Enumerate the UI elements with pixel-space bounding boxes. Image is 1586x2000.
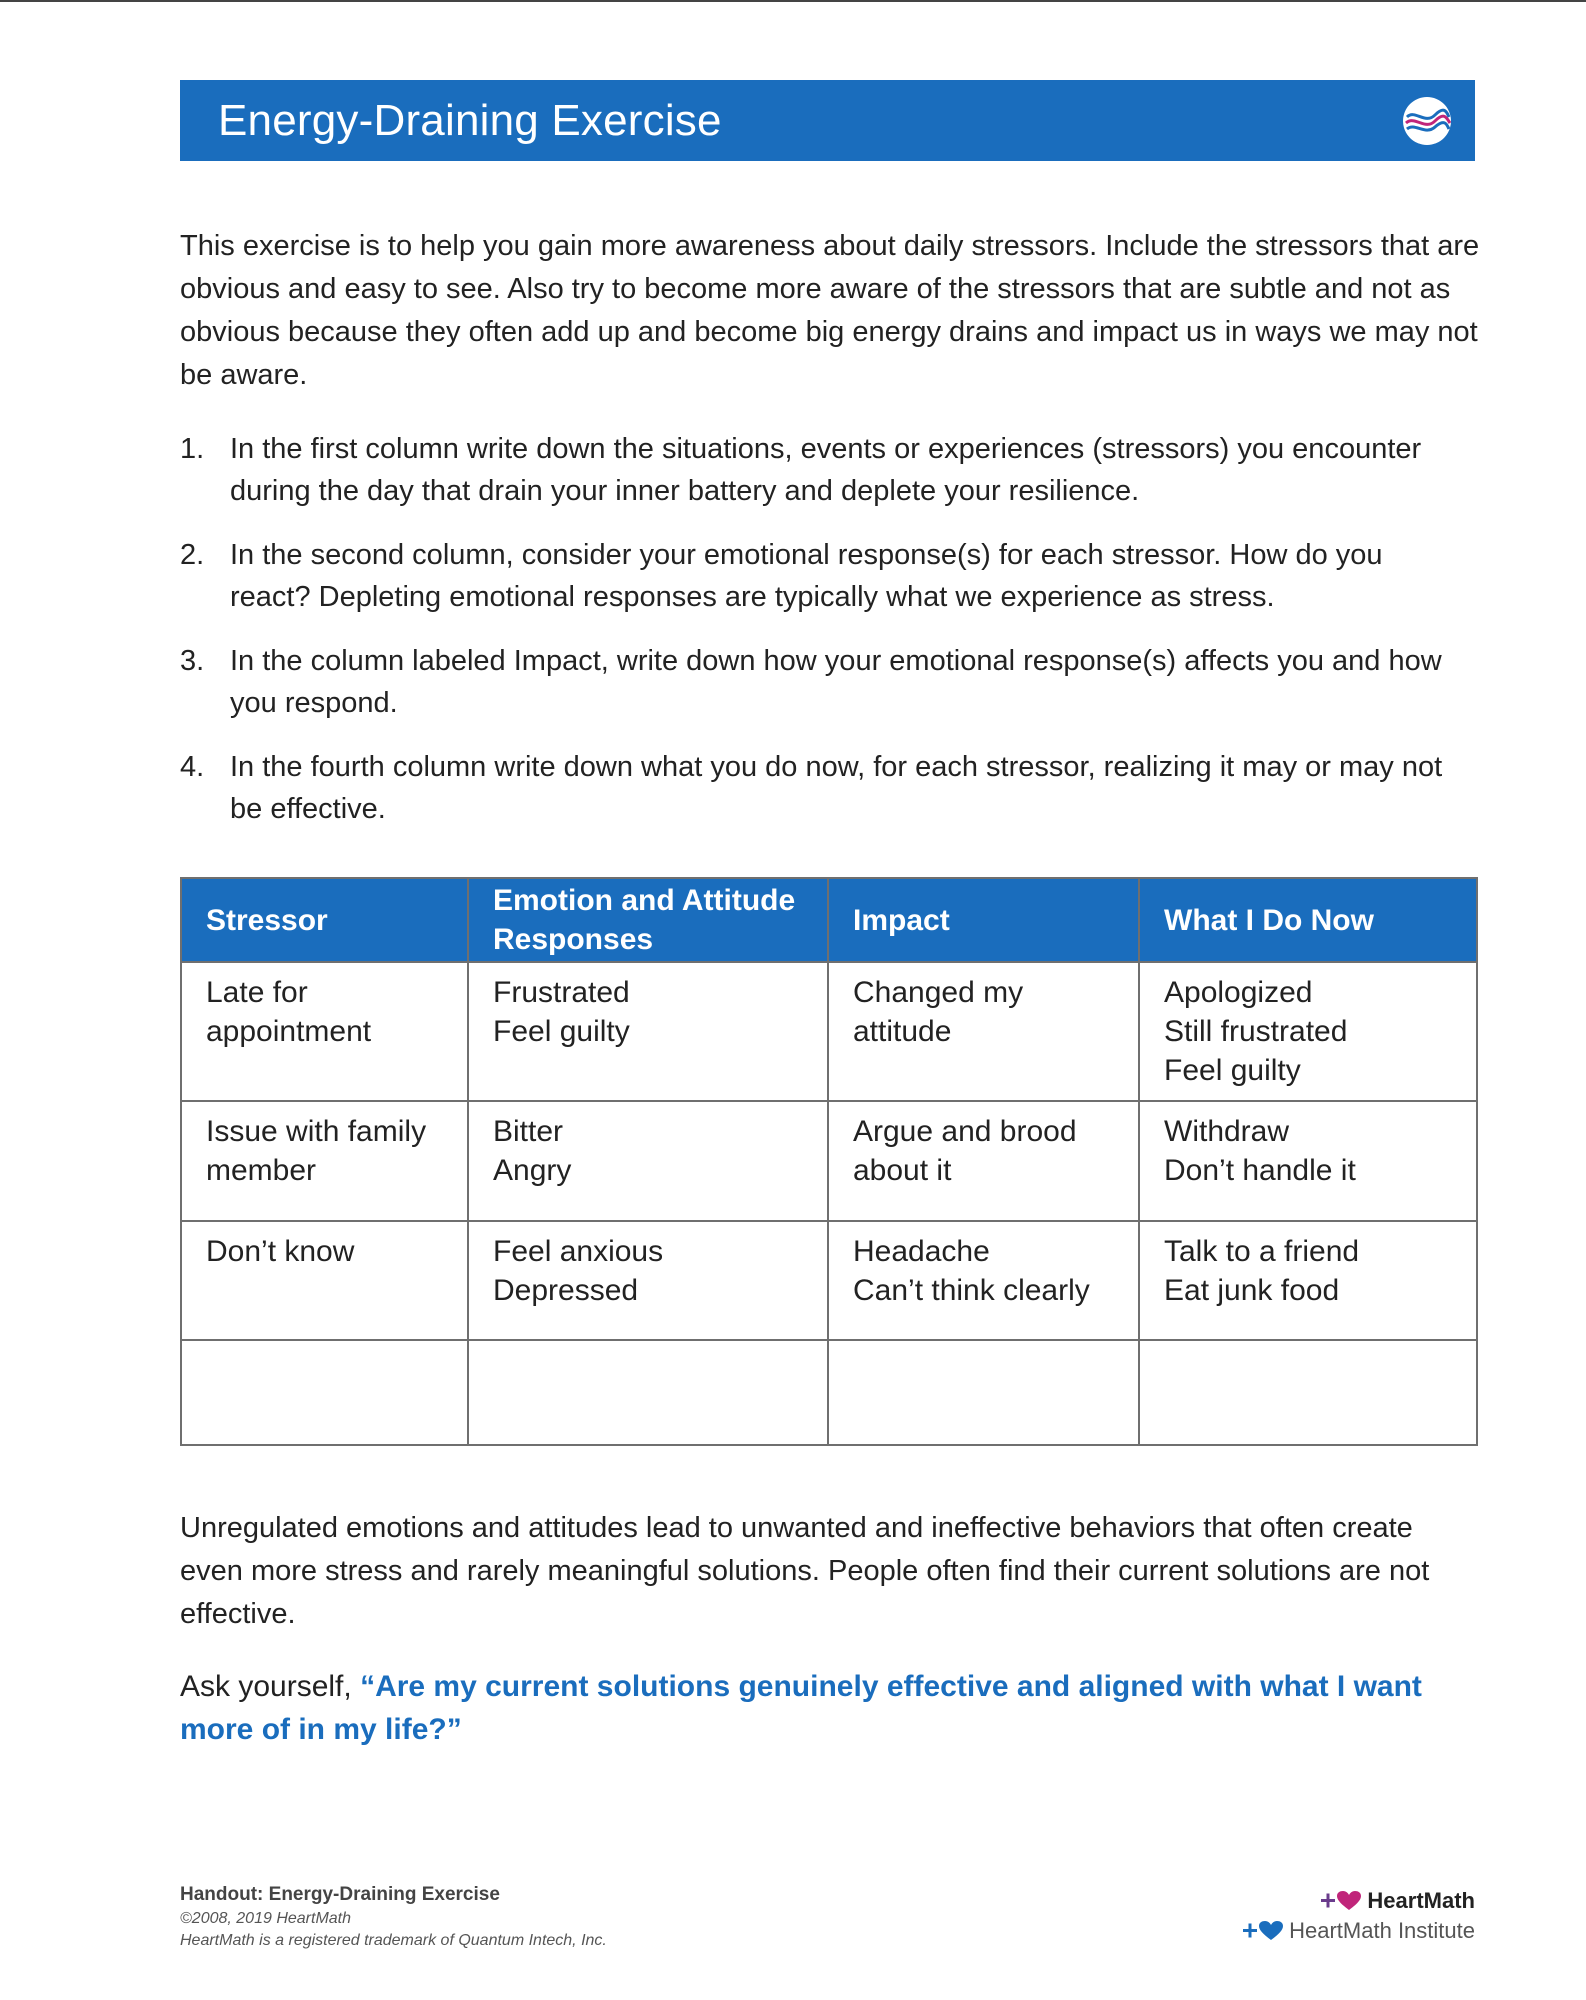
table-cell-empty[interactable] bbox=[468, 1340, 828, 1445]
cell-line: Depressed bbox=[493, 1274, 639, 1307]
instructions-list bbox=[180, 428, 1480, 852]
table-cell bbox=[1139, 962, 1477, 1101]
table-cell bbox=[1139, 1101, 1477, 1221]
table-cell bbox=[828, 1221, 1139, 1340]
page-title: Energy-Draining Exercise bbox=[218, 95, 722, 145]
cell-line: Don’t handle it bbox=[1164, 1154, 1356, 1187]
cell-line: Apologized bbox=[1164, 976, 1313, 1009]
cell-line: Can’t think clearly bbox=[853, 1274, 1090, 1307]
table-cell bbox=[1139, 1221, 1477, 1340]
cell-line: Frustrated bbox=[493, 976, 630, 1009]
stressor-table bbox=[180, 877, 1478, 1446]
table-row-empty bbox=[181, 1340, 1477, 1445]
plus-heart-icon bbox=[1241, 1919, 1285, 1943]
cell-line: Still frustrated bbox=[1164, 1015, 1348, 1048]
step-number: 1. bbox=[180, 433, 205, 465]
cell-line: appointment bbox=[206, 1015, 372, 1048]
footer-brand bbox=[1225, 1886, 1475, 1946]
brand-heartmath-text: HeartMath bbox=[1367, 1888, 1475, 1913]
header-emotion: Emotion and Attitude Responses bbox=[468, 878, 828, 962]
cell-line: Feel guilty bbox=[493, 1015, 630, 1048]
table-cell-empty[interactable] bbox=[1139, 1340, 1477, 1445]
copyright-text: ©2008, 2019 HeartMath bbox=[180, 1910, 352, 1927]
header-what-i-do-now: What I Do Now bbox=[1139, 878, 1477, 962]
table-cell bbox=[828, 1101, 1139, 1221]
cell-line: about it bbox=[853, 1154, 952, 1187]
table-row bbox=[181, 1221, 1477, 1340]
step-text: In the second column, consider your emotional response(s) for each stressor. How do you react? Depleting emotional responses are typically what we experience as stress. bbox=[230, 539, 1383, 613]
cell-line: attitude bbox=[853, 1015, 952, 1048]
table-cell bbox=[828, 962, 1139, 1101]
table-cell bbox=[181, 1101, 468, 1221]
table-cell bbox=[468, 962, 828, 1101]
table-cell bbox=[468, 1101, 828, 1221]
cell-line: Late for bbox=[206, 976, 308, 1009]
step-number: 2. bbox=[180, 539, 205, 571]
cell-line: Withdraw bbox=[1164, 1115, 1290, 1148]
step-text: In the column labeled Impact, write down how your emotional response(s) affects you and how you respond. bbox=[230, 645, 1442, 719]
cell-line: Talk to a friend bbox=[1164, 1235, 1360, 1268]
cell-line: Changed my bbox=[853, 976, 1024, 1009]
cell-line: member bbox=[206, 1154, 317, 1187]
cell-line: Bitter bbox=[493, 1115, 564, 1148]
table-row bbox=[181, 962, 1477, 1101]
trademark-text: HeartMath is a registered trademark of Quantum Intech, Inc. bbox=[180, 1932, 607, 1949]
table-cell-empty[interactable] bbox=[181, 1340, 468, 1445]
cell-line: Feel guilty bbox=[1164, 1054, 1301, 1087]
step-text: In the fourth column write down what you do now, for each stressor, realizing it may or may not be effective. bbox=[230, 751, 1443, 825]
table-row bbox=[181, 1101, 1477, 1221]
list-item bbox=[180, 534, 1480, 618]
footer-left bbox=[180, 1882, 880, 1952]
table-header-row bbox=[181, 878, 1477, 962]
list-item bbox=[180, 746, 1480, 830]
ask-quote: “Are my current solutions genuinely effective and aligned with what I want more of in my life?” bbox=[180, 1670, 1422, 1746]
brand-institute-text: HeartMath Institute bbox=[1289, 1918, 1475, 1943]
cell-line: Angry bbox=[493, 1154, 572, 1187]
ask-yourself-paragraph bbox=[180, 1665, 1480, 1751]
header-stressor: Stressor bbox=[181, 878, 468, 962]
top-rule bbox=[0, 0, 1586, 2]
table-cell bbox=[181, 962, 468, 1101]
table-cell bbox=[468, 1221, 828, 1340]
heartmath-wave-logo-icon bbox=[1401, 95, 1453, 147]
brand-heartmath bbox=[1225, 1886, 1475, 1916]
cell-line: Feel anxious bbox=[493, 1235, 664, 1268]
cell-line: Issue with family bbox=[206, 1115, 427, 1148]
brand-heartmath-institute bbox=[1225, 1916, 1475, 1946]
table-cell bbox=[181, 1221, 468, 1340]
handout-title: Handout: Energy-Draining Exercise bbox=[180, 1884, 500, 1905]
step-number: 3. bbox=[180, 645, 205, 677]
cell-line: Argue and brood bbox=[853, 1115, 1077, 1148]
ask-prefix: Ask yourself, bbox=[180, 1670, 361, 1703]
step-text: In the first column write down the situations, events or experiences (stressors) you encounter during the day that drain your inner battery and deplete your resilience. bbox=[230, 433, 1422, 507]
plus-heart-icon bbox=[1319, 1889, 1363, 1913]
intro-paragraph: This exercise is to help you gain more awareness about daily stressors. Include the stressors that are obvious and easy to see. Also try to become more aware of the stressors that are subtle and not as obvious because they often add up and become big energy drains and impact us in ways we may not be aware. bbox=[180, 230, 1480, 391]
title-bar bbox=[180, 80, 1475, 161]
outro-paragraph: Unregulated emotions and attitudes lead to unwanted and ineffective behaviors that often create even more stress and rarely meaningful solutions. People often find their current solutions are not effective. bbox=[180, 1512, 1430, 1630]
list-item bbox=[180, 640, 1480, 724]
step-number: 4. bbox=[180, 751, 205, 783]
header-impact: Impact bbox=[828, 878, 1139, 962]
cell-line: Eat junk food bbox=[1164, 1274, 1340, 1307]
list-item bbox=[180, 428, 1480, 512]
cell-line: Headache bbox=[853, 1235, 990, 1268]
cell-line: Don’t know bbox=[206, 1235, 355, 1268]
table-cell-empty[interactable] bbox=[828, 1340, 1139, 1445]
